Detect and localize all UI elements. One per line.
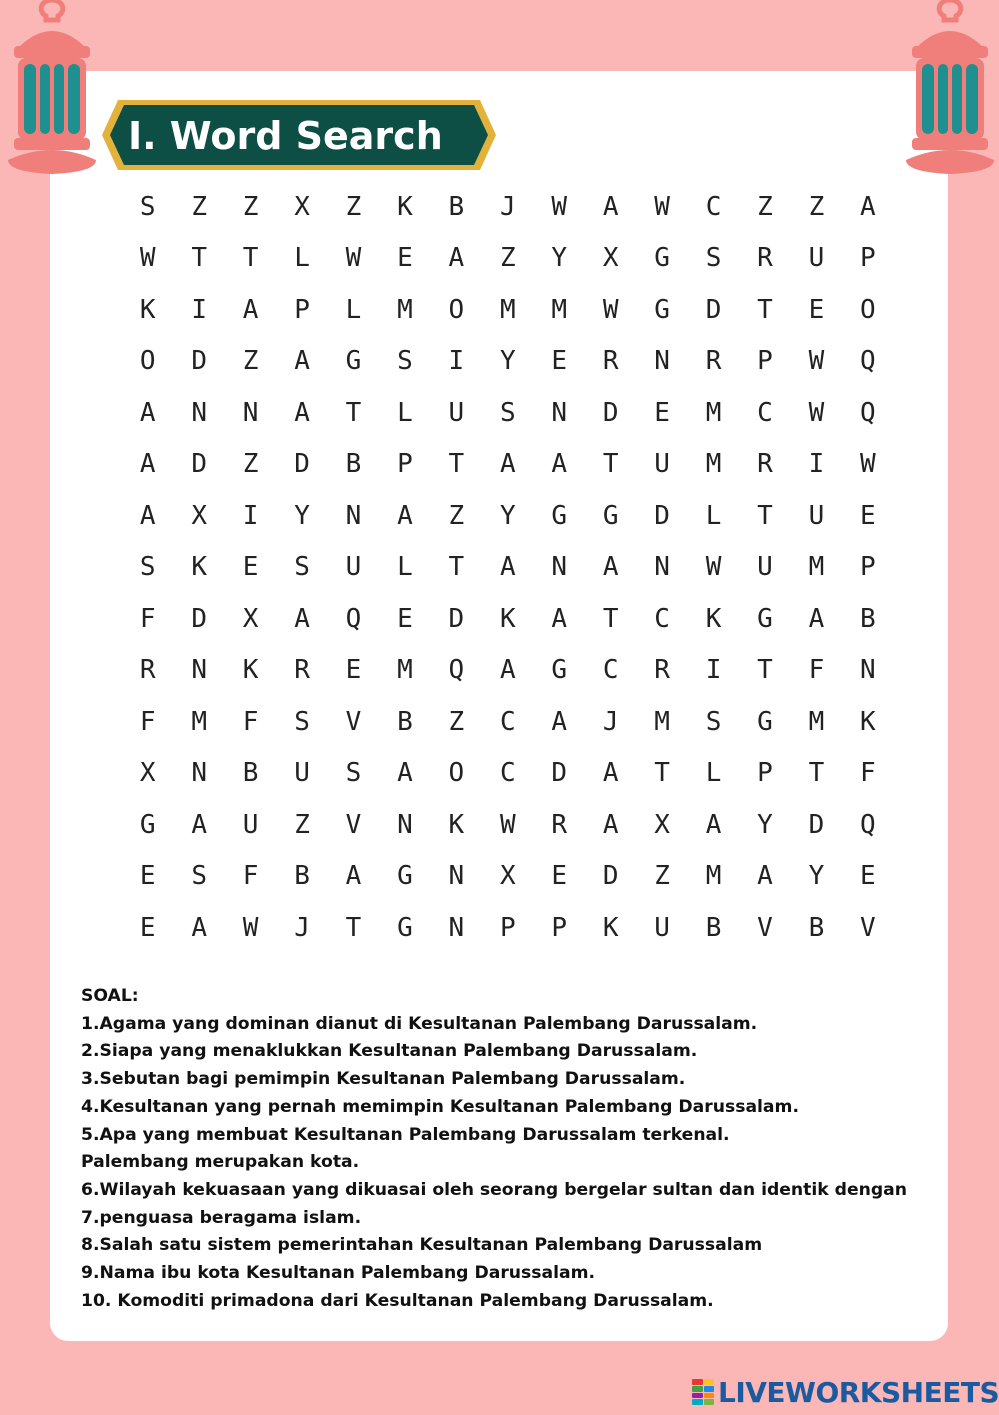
grid-letter[interactable]: L	[397, 397, 413, 428]
grid-letter[interactable]: N	[654, 552, 670, 583]
grid-letter[interactable]: G	[551, 655, 568, 686]
grid-letter[interactable]: E	[397, 603, 413, 634]
question-line: 3.Sebutan bagi pemimpin Kesultanan Palembang Darussalam.	[81, 1069, 686, 1090]
grid-letter[interactable]: M	[551, 294, 568, 325]
grid-letter[interactable]: M	[397, 655, 413, 686]
grid-letter[interactable]: X	[294, 191, 310, 222]
grid-letter[interactable]: W	[345, 243, 362, 274]
grid-letter[interactable]: V	[860, 912, 876, 943]
grid-letter[interactable]: F	[808, 655, 825, 686]
grid-letter[interactable]: X	[139, 758, 156, 789]
grid-letter[interactable]: A	[294, 346, 310, 377]
grid-letter[interactable]: B	[345, 449, 362, 480]
grid-letter[interactable]: L	[705, 500, 722, 531]
grid-letter[interactable]: G	[602, 500, 619, 531]
grid-letter[interactable]: N	[242, 397, 259, 428]
grid-letter[interactable]: L	[397, 552, 413, 583]
grid-letter[interactable]: T	[345, 912, 362, 943]
grid-letter[interactable]: N	[191, 655, 207, 686]
grid-letter[interactable]: A	[397, 500, 413, 531]
grid-letter[interactable]: W	[242, 912, 259, 943]
grid-letter[interactable]: T	[345, 397, 362, 428]
grid-letter[interactable]: R	[294, 655, 310, 686]
grid-letter[interactable]: K	[139, 294, 156, 325]
grid-letter[interactable]: T	[808, 758, 825, 789]
grid-letter[interactable]: F	[860, 758, 876, 789]
question-line: Palembang merupakan kota.	[81, 1152, 360, 1173]
logo-square	[692, 1386, 703, 1392]
grid-letter[interactable]: N	[551, 552, 568, 583]
grid-letter[interactable]: E	[551, 861, 568, 892]
grid-letter[interactable]: Z	[191, 191, 207, 222]
grid-letter[interactable]: W	[860, 449, 876, 480]
grid-letter[interactable]: B	[860, 603, 876, 634]
grid-letter[interactable]: Z	[242, 191, 259, 222]
grid-letter[interactable]: D	[551, 758, 568, 789]
grid-letter[interactable]: G	[757, 706, 773, 737]
grid-letter[interactable]: Z	[448, 500, 465, 531]
grid-letter[interactable]: A	[602, 552, 619, 583]
grid-letter[interactable]: F	[139, 603, 156, 634]
grid-letter[interactable]: A	[499, 552, 516, 583]
grid-letter[interactable]: A	[294, 397, 310, 428]
lantern-right-icon	[904, 0, 996, 178]
grid-letter[interactable]: Y	[294, 500, 310, 531]
grid-letter[interactable]: N	[397, 809, 413, 840]
grid-letter[interactable]: D	[705, 294, 722, 325]
grid-letter[interactable]: Y	[499, 346, 516, 377]
grid-letter[interactable]: X	[602, 243, 619, 274]
grid-letter[interactable]: C	[499, 706, 516, 737]
grid-letter[interactable]: Z	[448, 706, 465, 737]
grid-letter[interactable]: A	[499, 655, 516, 686]
grid-letter[interactable]: J	[602, 706, 619, 737]
grid-letter[interactable]: Z	[808, 191, 825, 222]
question-line: 2.Siapa yang menaklukkan Kesultanan Palembang Darussalam.	[81, 1041, 698, 1062]
grid-letter[interactable]: X	[191, 500, 207, 531]
grid-letter[interactable]: R	[602, 346, 619, 377]
grid-letter[interactable]: N	[448, 861, 465, 892]
grid-letter[interactable]: K	[242, 655, 259, 686]
grid-letter[interactable]: T	[757, 500, 773, 531]
grid-letter[interactable]: X	[499, 861, 516, 892]
grid-letter[interactable]: U	[757, 552, 773, 583]
logo-square	[692, 1393, 703, 1399]
grid-letter[interactable]: C	[705, 191, 722, 222]
grid-letter[interactable]: Y	[757, 809, 773, 840]
grid-letter[interactable]: G	[654, 243, 670, 274]
grid-letter[interactable]: P	[860, 552, 876, 583]
grid-letter[interactable]: S	[191, 861, 207, 892]
lantern-left-icon	[6, 0, 98, 178]
grid-letter[interactable]: A	[551, 706, 568, 737]
grid-letter[interactable]: U	[808, 500, 825, 531]
grid-letter[interactable]: Z	[345, 191, 362, 222]
grid-letter[interactable]: W	[602, 294, 619, 325]
grid-letter[interactable]: S	[705, 243, 722, 274]
grid-letter[interactable]: C	[602, 655, 619, 686]
grid-letter[interactable]: U	[808, 243, 825, 274]
grid-letter[interactable]: M	[808, 552, 825, 583]
grid-letter[interactable]: O	[139, 346, 156, 377]
grid-letter[interactable]: A	[705, 809, 722, 840]
grid-letter[interactable]: O	[448, 294, 465, 325]
grid-letter[interactable]: T	[448, 449, 465, 480]
grid-letter[interactable]: N	[654, 346, 670, 377]
grid-letter[interactable]: D	[191, 449, 207, 480]
grid-letter[interactable]: W	[139, 243, 156, 274]
grid-letter[interactable]: L	[705, 758, 722, 789]
word-search-grid	[122, 181, 892, 956]
grid-letter[interactable]: O	[448, 758, 465, 789]
grid-letter[interactable]: S	[705, 706, 722, 737]
grid-letter[interactable]: D	[602, 861, 619, 892]
grid-letter[interactable]: P	[551, 912, 568, 943]
grid-letter[interactable]: E	[860, 500, 876, 531]
grid-letter[interactable]: A	[139, 449, 156, 480]
logo-square	[704, 1386, 715, 1392]
grid-letter[interactable]: S	[139, 191, 156, 222]
grid-letter[interactable]: D	[191, 346, 207, 377]
grid-letter[interactable]: I	[448, 346, 465, 377]
grid-letter[interactable]: G	[654, 294, 670, 325]
grid-letter[interactable]: S	[294, 706, 310, 737]
question-line: 7.penguasa beragama islam.	[81, 1207, 362, 1228]
grid-letter[interactable]: B	[448, 191, 465, 222]
grid-letter[interactable]: D	[602, 397, 619, 428]
grid-letter[interactable]: K	[397, 191, 413, 222]
grid-letter[interactable]: M	[705, 861, 722, 892]
grid-letter[interactable]: A	[551, 603, 568, 634]
grid-letter[interactable]: A	[757, 861, 773, 892]
grid-letter[interactable]: V	[345, 809, 362, 840]
grid-letter[interactable]: T	[602, 449, 619, 480]
grid-letter[interactable]: Z	[242, 346, 259, 377]
grid-letter[interactable]: T	[654, 758, 670, 789]
grid-letter[interactable]: I	[705, 655, 722, 686]
grid-letter[interactable]: N	[191, 397, 207, 428]
grid-letter[interactable]: W	[499, 809, 516, 840]
grid-letter[interactable]: J	[499, 191, 516, 222]
grid-letter[interactable]: L	[294, 243, 310, 274]
grid-letter[interactable]: E	[551, 346, 568, 377]
grid-letter[interactable]: G	[139, 809, 156, 840]
logo-square	[704, 1393, 715, 1399]
grid-letter[interactable]: M	[654, 706, 670, 737]
page-title: I. Word Search	[128, 114, 443, 158]
grid-letter[interactable]: R	[757, 243, 773, 274]
grid-letter[interactable]: Q	[860, 397, 876, 428]
grid-letter[interactable]: E	[654, 397, 670, 428]
grid-letter[interactable]: M	[191, 706, 207, 737]
question-line: 8.Salah satu sistem pemerintahan Kesultanan Palembang Darussalam	[81, 1235, 763, 1256]
questions-section	[81, 983, 941, 1315]
grid-letter[interactable]: B	[705, 912, 722, 943]
grid-letter[interactable]: Z	[294, 809, 310, 840]
questions-heading: SOAL:	[81, 986, 139, 1006]
grid-letter[interactable]: M	[499, 294, 516, 325]
grid-letter[interactable]: W	[551, 191, 568, 222]
grid-letter[interactable]: A	[191, 809, 207, 840]
grid-letter[interactable]: A	[602, 191, 619, 222]
grid-letter[interactable]: F	[242, 706, 259, 737]
grid-letter[interactable]: V	[757, 912, 773, 943]
grid-letter[interactable]: T	[757, 294, 773, 325]
grid-letter[interactable]: P	[397, 449, 413, 480]
grid-letter[interactable]: A	[139, 397, 156, 428]
grid-letter[interactable]: A	[242, 294, 259, 325]
grid-letter[interactable]: G	[345, 346, 362, 377]
grid-letter[interactable]: N	[345, 500, 362, 531]
grid-letter[interactable]: K	[448, 809, 465, 840]
grid-letter[interactable]: P	[499, 912, 516, 943]
grid-letter[interactable]: Z	[242, 449, 259, 480]
grid-letter[interactable]: U	[345, 552, 362, 583]
grid-letter[interactable]: Q	[345, 603, 362, 634]
grid-letter[interactable]: N	[191, 758, 207, 789]
grid-letter[interactable]: A	[499, 449, 516, 480]
grid-letter[interactable]: G	[757, 603, 773, 634]
grid-letter[interactable]: S	[139, 552, 156, 583]
grid-letter[interactable]: S	[345, 758, 362, 789]
grid-letter[interactable]: I	[242, 500, 259, 531]
grid-letter[interactable]: I	[191, 294, 207, 325]
grid-letter[interactable]: A	[191, 912, 207, 943]
brand-text: LIVEWORKSHEETS	[718, 1375, 999, 1409]
grid-letter[interactable]: X	[654, 809, 670, 840]
grid-letter[interactable]: Y	[499, 500, 516, 531]
grid-letter[interactable]: F	[242, 861, 259, 892]
grid-letter[interactable]: A	[602, 809, 619, 840]
grid-letter[interactable]: M	[397, 294, 413, 325]
grid-letter[interactable]: A	[139, 500, 156, 531]
grid-letter[interactable]: Y	[551, 243, 568, 274]
liveworksheets-logo-icon	[692, 1379, 714, 1405]
grid-letter[interactable]: A	[551, 449, 568, 480]
grid-letter[interactable]: K	[602, 912, 619, 943]
grid-letter[interactable]: A	[345, 861, 362, 892]
grid-letter[interactable]: S	[397, 346, 413, 377]
logo-square	[704, 1399, 715, 1405]
grid-letter[interactable]: I	[808, 449, 825, 480]
grid-letter[interactable]: A	[448, 243, 465, 274]
question-line: 9.Nama ibu kota Kesultanan Palembang Darussalam.	[81, 1263, 596, 1284]
grid-letter[interactable]: K	[499, 603, 516, 634]
grid-letter[interactable]: D	[294, 449, 310, 480]
grid-letter[interactable]: U	[654, 449, 670, 480]
grid-letter[interactable]: Q	[448, 655, 465, 686]
grid-letter[interactable]: A	[808, 603, 825, 634]
grid-letter[interactable]: P	[860, 243, 876, 274]
grid-letter[interactable]: E	[139, 861, 156, 892]
grid-letter[interactable]: B	[397, 706, 413, 737]
grid-letter[interactable]: A	[294, 603, 310, 634]
grid-letter[interactable]: T	[757, 655, 773, 686]
grid-letter[interactable]: U	[654, 912, 670, 943]
grid-letter[interactable]: K	[705, 603, 722, 634]
grid-letter[interactable]: N	[860, 655, 876, 686]
grid-letter[interactable]: W	[808, 346, 825, 377]
grid-letter[interactable]: D	[654, 500, 670, 531]
grid-letter[interactable]: G	[397, 861, 413, 892]
grid-letter[interactable]: U	[294, 758, 310, 789]
grid-letter[interactable]: Z	[654, 861, 670, 892]
grid-letter[interactable]: G	[551, 500, 568, 531]
grid-letter[interactable]: D	[191, 603, 207, 634]
grid-letter[interactable]: M	[705, 449, 722, 480]
grid-letter[interactable]: K	[860, 706, 876, 737]
grid-letter[interactable]: T	[448, 552, 465, 583]
logo-square	[704, 1379, 715, 1385]
question-line: 5.Apa yang membuat Kesultanan Palembang Darussalam terkenal.	[81, 1124, 730, 1145]
grid-letter[interactable]: E	[139, 912, 156, 943]
grid-letter[interactable]: E	[242, 552, 259, 583]
grid-letter[interactable]: L	[345, 294, 362, 325]
grid-letter[interactable]: P	[294, 294, 310, 325]
grid-letter[interactable]: W	[808, 397, 825, 428]
question-line: 4.Kesultanan yang pernah memimpin Kesultanan Palembang Darussalam.	[81, 1096, 799, 1117]
grid-letter[interactable]: Z	[757, 191, 773, 222]
question-line: 10. Komoditi primadona dari Kesultanan Palembang Darussalam.	[81, 1290, 714, 1311]
grid-letter[interactable]: E	[397, 243, 413, 274]
grid-letter[interactable]: Y	[808, 861, 825, 892]
grid-letter[interactable]: E	[345, 655, 362, 686]
grid-letter[interactable]: Z	[499, 243, 516, 274]
grid-letter[interactable]: U	[242, 809, 259, 840]
grid-letter[interactable]: U	[448, 397, 465, 428]
question-line: 1.Agama yang dominan dianut di Kesultanan Palembang Darussalam.	[81, 1013, 758, 1034]
grid-letter[interactable]: R	[139, 655, 156, 686]
grid-letter[interactable]: M	[705, 397, 722, 428]
grid-letter[interactable]: E	[860, 861, 876, 892]
grid-letter[interactable]: N	[551, 397, 568, 428]
grid-letter[interactable]: C	[654, 603, 670, 634]
grid-letter[interactable]: J	[294, 912, 310, 943]
grid-letter[interactable]: N	[448, 912, 465, 943]
liveworksheets-brand[interactable]	[692, 1374, 999, 1410]
grid-letter[interactable]: R	[705, 346, 722, 377]
grid-letter[interactable]: C	[499, 758, 516, 789]
grid-letter[interactable]: R	[551, 809, 568, 840]
grid-letter[interactable]: A	[397, 758, 413, 789]
grid-letter[interactable]: D	[808, 809, 825, 840]
grid-letter[interactable]: X	[242, 603, 259, 634]
grid-letter[interactable]: T	[242, 243, 259, 274]
grid-letter[interactable]: Q	[860, 809, 876, 840]
grid-letter[interactable]: R	[757, 449, 773, 480]
grid-letter[interactable]: T	[191, 243, 207, 274]
grid-letter[interactable]: O	[860, 294, 876, 325]
grid-letter[interactable]: E	[808, 294, 825, 325]
grid-letter[interactable]: P	[757, 346, 773, 377]
grid-letter[interactable]: A	[602, 758, 619, 789]
question-line: 6.Wilayah kekuasaan yang dikuasai oleh seorang bergelar sultan dan identik dengan	[81, 1179, 908, 1200]
grid-letter[interactable]: R	[654, 655, 670, 686]
grid-letter[interactable]: K	[191, 552, 207, 583]
grid-letter[interactable]: C	[757, 397, 773, 428]
grid-letter[interactable]: M	[808, 706, 825, 737]
grid-letter[interactable]: S	[294, 552, 310, 583]
logo-square	[692, 1379, 703, 1385]
grid-letter[interactable]: T	[602, 603, 619, 634]
grid-letter[interactable]: B	[242, 758, 259, 789]
grid-letter[interactable]: B	[808, 912, 825, 943]
grid-letter[interactable]: B	[294, 861, 310, 892]
grid-letter[interactable]: V	[345, 706, 362, 737]
grid-letter[interactable]: S	[499, 397, 516, 428]
grid-letter[interactable]: A	[860, 191, 876, 222]
grid-letter[interactable]: Q	[860, 346, 876, 377]
grid-letter[interactable]: F	[139, 706, 156, 737]
grid-letter[interactable]: W	[654, 191, 670, 222]
grid-letter[interactable]: D	[448, 603, 465, 634]
logo-square	[692, 1399, 703, 1405]
grid-letter[interactable]: W	[705, 552, 722, 583]
grid-letter[interactable]: G	[397, 912, 413, 943]
grid-letter[interactable]: P	[757, 758, 773, 789]
